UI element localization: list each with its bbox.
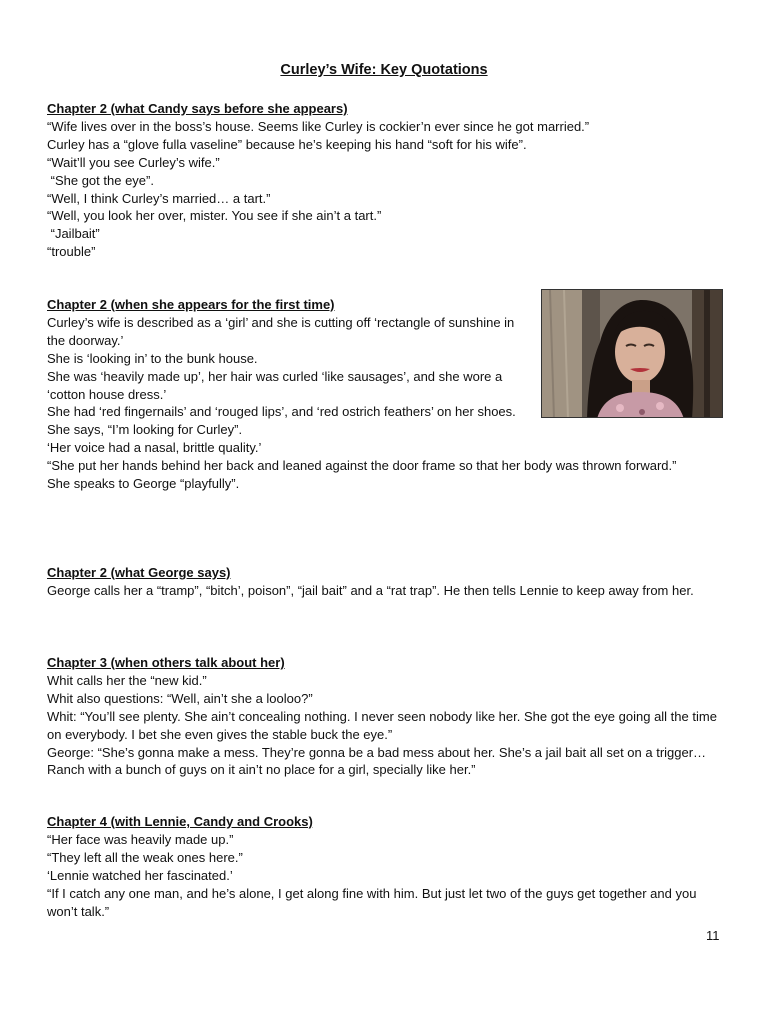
curleys-wife-photo [541,289,723,418]
quote-line: Whit also questions: “Well, ain’t she a looloo?” [47,690,313,706]
quote-line: “She got the eye”. [47,172,154,188]
quote-line: George calls her a “tramp”, “bitch’, poison”, “jail bait” and a “rat trap”. He then tells Lennie to keep away from her. [47,582,694,598]
section-heading: Chapter 2 (what Candy says before she appears) [47,101,348,116]
quote-line: Curley has a “glove fulla vaseline” because he’s keeping his hand “soft for his wife”. [47,136,527,152]
quote-line: She had ‘red fingernails’ and ‘rouged lips’, and ‘red ostrich feathers’ on her shoes. [47,404,516,420]
quote-line: “Wait’ll you see Curley’s wife.” [47,154,220,170]
quote-line: Whit: “You’ll see plenty. She ain’t concealing nothing. I never seen nobody like her. She got the eye going all the time on everybody. I bet she even gives the stable buck the eye.” [47,708,721,742]
quote-line: George: “She’s gonna make a mess. They’re gonna be a bad mess about her. She’s a jail bait all set on a trigger… Ranch with a bunch of guys on it ain’t no place for a girl, specially like her.” [47,744,710,778]
quote-line: “Well, you look her over, mister. You see if she ain’t a tart.” [47,208,382,224]
quote-line: “Wife lives over in the boss’s house. Seems like Curley is cockier’n ever since he got married.” [47,118,590,134]
section-chapter-2-george [47,564,727,600]
quote-line: She was ‘heavily made up’, her hair was curled ‘like sausages’, and she wore a ‘cotton house dress.’ [47,368,506,402]
section-chapter-2-candy [47,100,727,261]
quote-line: “Jailbait” [47,226,100,242]
section-heading: Chapter 4 (with Lennie, Candy and Crooks) [47,814,313,829]
quote-line: She speaks to George “playfully”. [47,476,240,492]
quote-line: Curley’s wife is described as a ‘girl’ and she is cutting off ‘rectangle of sunshine in the doorway.’ [47,314,518,348]
quote-line: “trouble” [47,244,96,260]
section-chapter-3 [47,654,727,779]
quote-line: “If I catch any one man, and he’s alone, I get along fine with him. But just let two of the guys get together and you won’t talk.” [47,885,701,919]
quote-line: “Her face was heavily made up.” [47,831,234,847]
quote-line: Whit calls her the “new kid.” [47,672,207,688]
quote-line: “Well, I think Curley’s married… a tart.” [47,190,271,206]
quote-line: ‘Lennie watched her fascinated.’ [47,867,233,883]
section-heading: Chapter 2 (when she appears for the first time) [47,297,335,312]
quote-line: She is ‘looking in’ to the bunk house. [47,350,258,366]
section-heading: Chapter 2 (what George says) [47,565,231,580]
quote-line: “They left all the weak ones here.” [47,849,243,865]
quote-line: She says, “I’m looking for Curley”. [47,422,243,438]
page-title: Curley’s Wife: Key Quotations [280,62,488,78]
page-number: 11 [706,928,720,943]
quote-line: “She put her hands behind her back and leaned against the door frame so that her body was thrown forward.” [47,458,677,474]
quote-line: ‘Her voice had a nasal, brittle quality.’ [47,440,262,456]
section-chapter-4 [47,813,727,920]
section-heading: Chapter 3 (when others talk about her) [47,655,285,670]
